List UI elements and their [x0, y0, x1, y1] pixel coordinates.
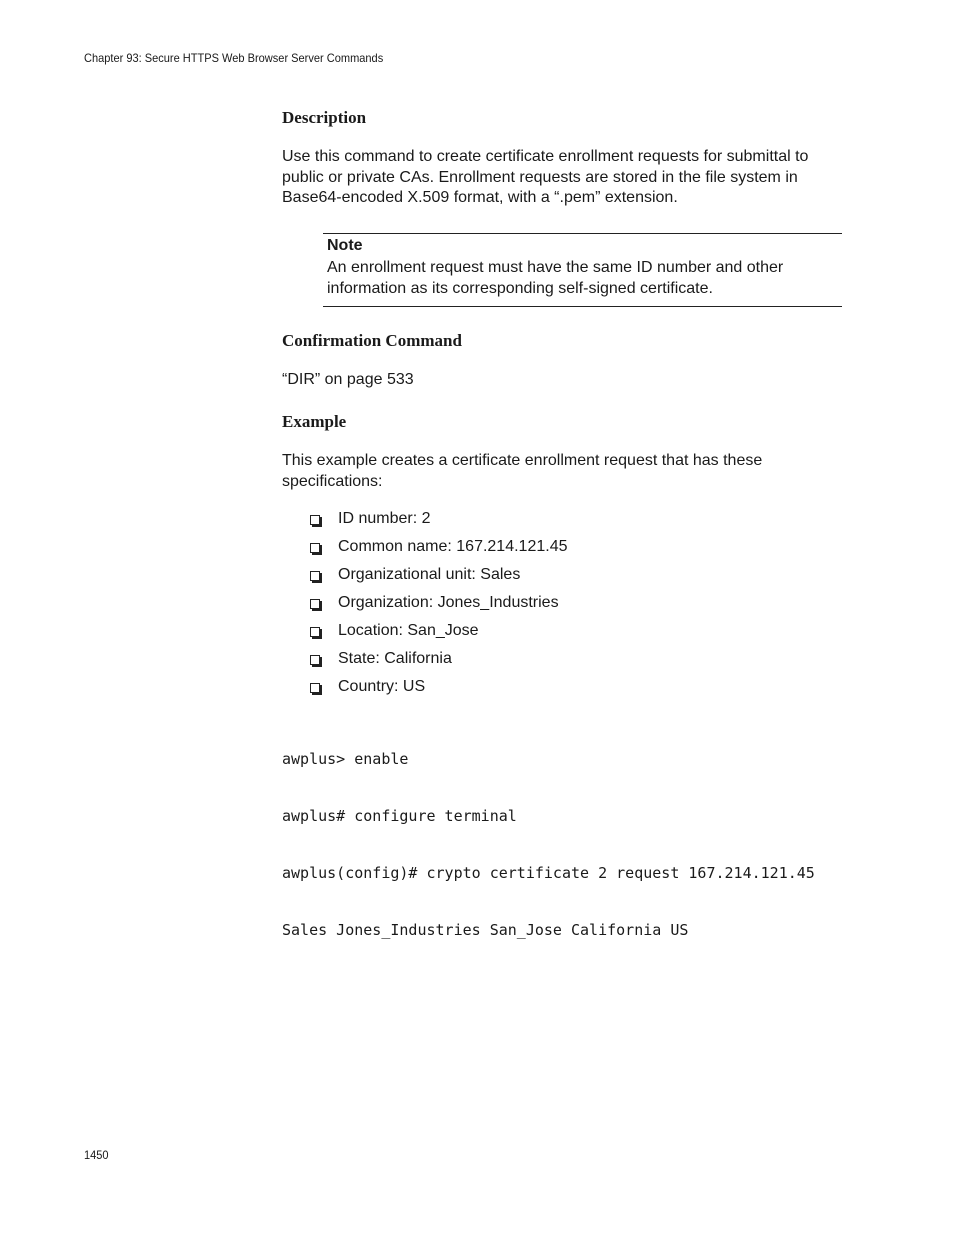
checkbox-bullet-icon: [310, 571, 320, 581]
list-item-text: Location: San_Jose: [338, 622, 479, 639]
note-line: information as its corresponding self-signed certificate.: [327, 279, 713, 297]
list-item: [310, 620, 567, 648]
checkbox-bullet-icon: [310, 627, 320, 637]
note-line: An enrollment request must have the same ID number and other: [327, 259, 784, 276]
note-text: [327, 258, 837, 299]
page-number: 1450: [84, 1148, 109, 1162]
code-line: awplus> enable: [282, 750, 409, 768]
chapter-header: Chapter 93: Secure HTTPS Web Browser Server Commands: [84, 51, 384, 65]
checkbox-bullet-icon: [310, 683, 320, 693]
description-paragraph: [282, 147, 848, 209]
specification-list: [310, 508, 567, 704]
list-item-text: Organization: Jones_Industries: [338, 594, 559, 611]
code-line: awplus# configure terminal: [282, 807, 517, 825]
code-block: [282, 712, 815, 978]
example-heading: Example: [282, 412, 347, 431]
example-line: specifications:: [282, 472, 383, 490]
list-item: [310, 592, 567, 620]
example-line: This example creates a certificate enrollment request that has these: [282, 452, 763, 469]
checkbox-bullet-icon: [310, 515, 320, 525]
code-line: Sales Jones_Industries San_Jose California US: [282, 921, 689, 939]
list-item-text: Organizational unit: Sales: [338, 566, 521, 583]
description-line: public or private CAs. Enrollment requests are stored in the file system in: [282, 168, 798, 186]
checkbox-bullet-icon: [310, 543, 320, 553]
description-line: Base64-encoded X.509 format, with a “.pem” extension.: [282, 189, 678, 206]
confirmation-heading: Confirmation Command: [282, 331, 462, 350]
list-item: [310, 536, 567, 564]
code-line: awplus(config)# crypto certificate 2 request 167.214.121.45: [282, 864, 815, 882]
confirmation-link[interactable]: “DIR” on page 533: [282, 371, 414, 388]
checkbox-bullet-icon: [310, 599, 320, 609]
description-line: Use this command to create certificate enrollment requests for submittal to: [282, 148, 809, 165]
list-item: [310, 648, 567, 676]
checkbox-bullet-icon: [310, 655, 320, 665]
description-heading: Description: [282, 108, 367, 127]
list-item: [310, 676, 567, 704]
list-item-text: State: California: [338, 650, 452, 667]
list-item-text: Country: US: [338, 678, 426, 695]
list-item: [310, 564, 567, 592]
note-label: Note: [327, 237, 363, 254]
list-item: [310, 508, 567, 536]
note-box: [323, 233, 842, 307]
example-paragraph: [282, 451, 848, 492]
list-item-text: Common name: 167.214.121.45: [338, 538, 568, 555]
list-item-text: ID number: 2: [338, 510, 431, 527]
